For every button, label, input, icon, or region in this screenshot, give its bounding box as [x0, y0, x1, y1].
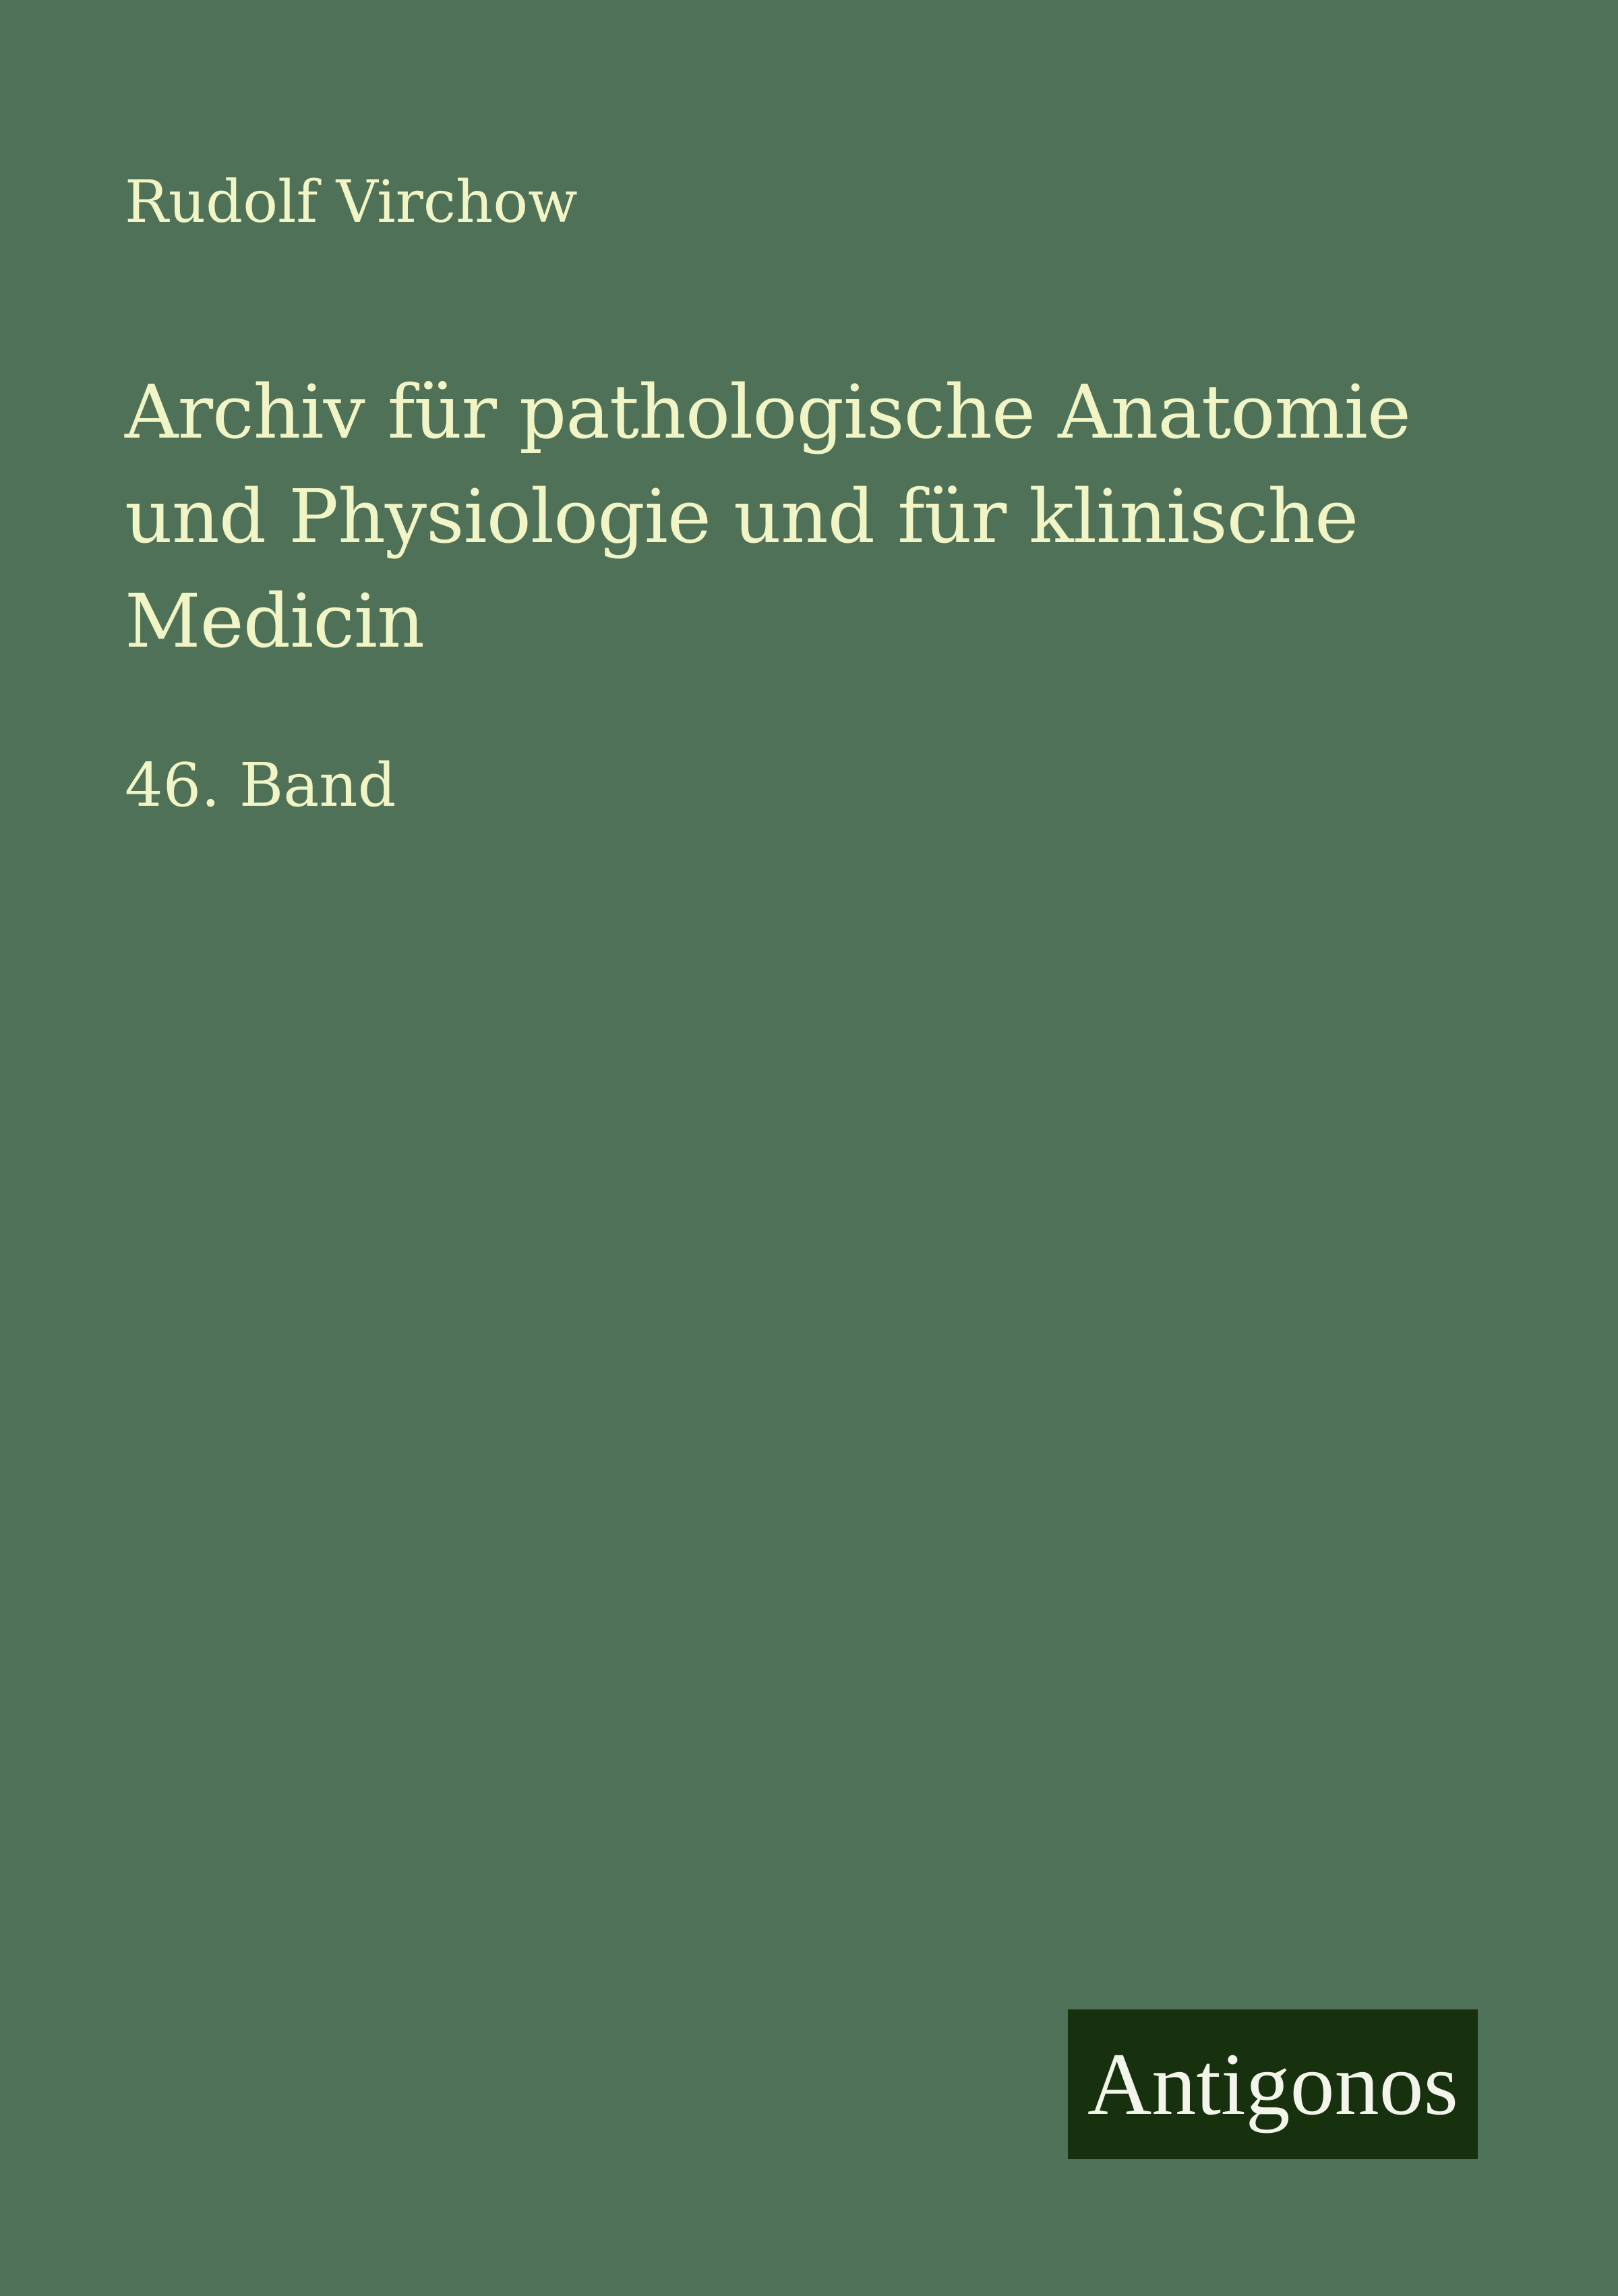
publisher-logo-plate [1068, 2009, 1478, 2159]
title-line-2: und Physiologie und für klinische [125, 473, 1358, 560]
author-name: Rudolf Virchow [125, 169, 578, 236]
title-line-3: Medicin [125, 578, 424, 664]
publisher-name: Antigonos [1087, 2034, 1459, 2133]
title-line-1: Archiv für pathologische Anatomie [125, 369, 1410, 455]
book-title [125, 360, 1410, 674]
volume-subtitle: 46. Band [125, 750, 396, 820]
